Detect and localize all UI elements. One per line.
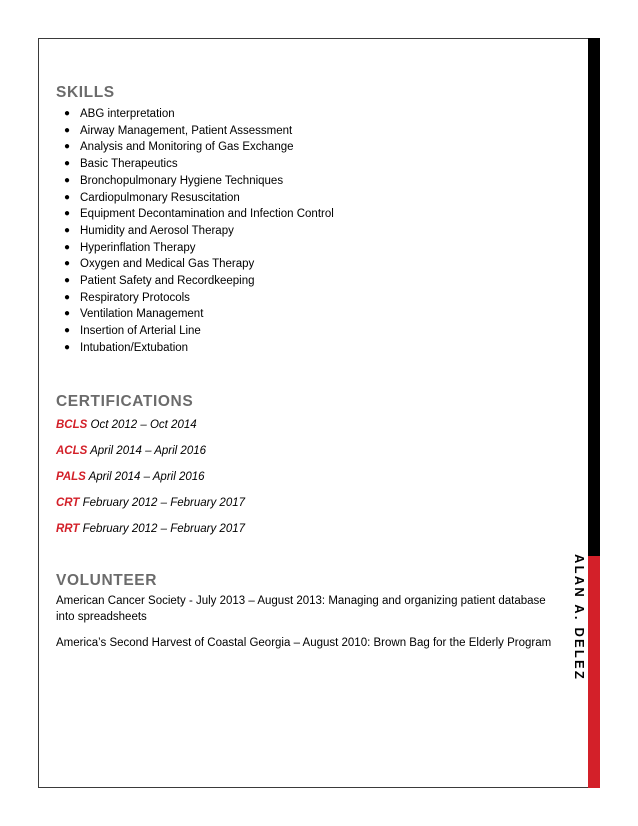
certification-code: CRT (56, 497, 80, 510)
skill-item (64, 223, 561, 240)
bullet-icon: ● (64, 258, 71, 270)
bullet-icon: ● (64, 108, 71, 119)
bullet-icon: ● (64, 341, 71, 353)
skill-item (64, 156, 561, 173)
volunteer-item: American Cancer Society - July 2013 – August 2013: Managing and organizing patient database into spreadsheets (56, 595, 546, 623)
skill-text: Ventilation Management (80, 308, 204, 321)
skill-item (64, 206, 561, 223)
skill-text: Cardiopulmonary Resuscitation (80, 191, 240, 204)
certification-dates: April 2014 – April 2016 (88, 470, 205, 483)
certification-item (56, 418, 561, 444)
bullet-icon: ● (64, 141, 71, 153)
skill-item (64, 290, 561, 307)
candidate-name: ALAN A. DELEZ (572, 554, 587, 682)
certification-dates: April 2014 – April 2016 (90, 444, 207, 457)
skill-text: Bronchopulmonary Hygiene Techniques (80, 174, 284, 187)
skill-text: Airway Management, Patient Assessment (80, 124, 293, 137)
skill-item (64, 190, 561, 207)
skill-item (64, 173, 561, 190)
skill-text: Humidity and Aerosol Therapy (80, 224, 234, 237)
skill-item (64, 256, 561, 273)
certification-dates: Oct 2012 – Oct 2014 (90, 418, 197, 431)
certification-item (56, 470, 561, 496)
certification-item (56, 522, 561, 548)
bullet-icon: ● (64, 174, 71, 186)
sidebar-red-bar (588, 556, 600, 788)
skill-text: Analysis and Monitoring of Gas Exchange (80, 141, 294, 154)
skill-text: Patient Safety and Recordkeeping (80, 275, 255, 288)
sidebar-black-bar (588, 38, 600, 556)
bullet-icon: ● (64, 275, 71, 287)
bullet-icon: ● (64, 291, 71, 303)
certifications-heading: CERTIFICATIONS (56, 392, 194, 410)
bullet-icon: ● (64, 325, 71, 337)
skills-list (56, 106, 561, 357)
skill-text: Insertion of Arterial Line (80, 325, 201, 338)
skill-item (64, 123, 561, 140)
certification-code: BCLS (56, 418, 88, 431)
volunteer-item: America’s Second Harvest of Coastal Georgia – August 2010: Brown Bag for the Elderly Program (56, 637, 552, 650)
skill-item (64, 139, 561, 156)
skill-item (64, 340, 561, 357)
skill-item (64, 273, 561, 290)
bullet-icon: ● (64, 308, 71, 320)
bullet-icon: ● (64, 241, 71, 253)
skill-text: Equipment Decontamination and Infection Control (80, 208, 334, 221)
skill-item (64, 240, 561, 257)
bullet-icon: ● (64, 124, 71, 136)
bullet-icon: ● (64, 191, 71, 203)
certification-dates: February 2012 – February 2017 (82, 497, 246, 510)
skill-item (64, 323, 561, 340)
skills-heading: SKILLS (56, 84, 115, 101)
skill-text: Basic Therapeutics (80, 158, 178, 171)
certification-item (56, 444, 561, 470)
skill-text: Intubation/Extubation (80, 341, 189, 354)
skill-item (64, 106, 561, 123)
resume-content (56, 84, 561, 663)
certification-code: PALS (56, 470, 86, 483)
certification-code: ACLS (56, 444, 88, 457)
skill-text: Oxygen and Medical Gas Therapy (80, 258, 255, 271)
volunteer-heading: VOLUNTEER (56, 572, 157, 590)
certification-code: RRT (56, 523, 80, 536)
skill-item (64, 306, 561, 323)
bullet-icon: ● (64, 158, 71, 170)
skill-text: ABG interpretation (80, 108, 175, 120)
skill-text: Hyperinflation Therapy (80, 241, 196, 254)
certification-dates: February 2012 – February 2017 (82, 523, 246, 536)
bullet-icon: ● (64, 224, 71, 236)
certification-item (56, 496, 561, 522)
skill-text: Respiratory Protocols (80, 291, 190, 304)
bullet-icon: ● (64, 208, 71, 220)
